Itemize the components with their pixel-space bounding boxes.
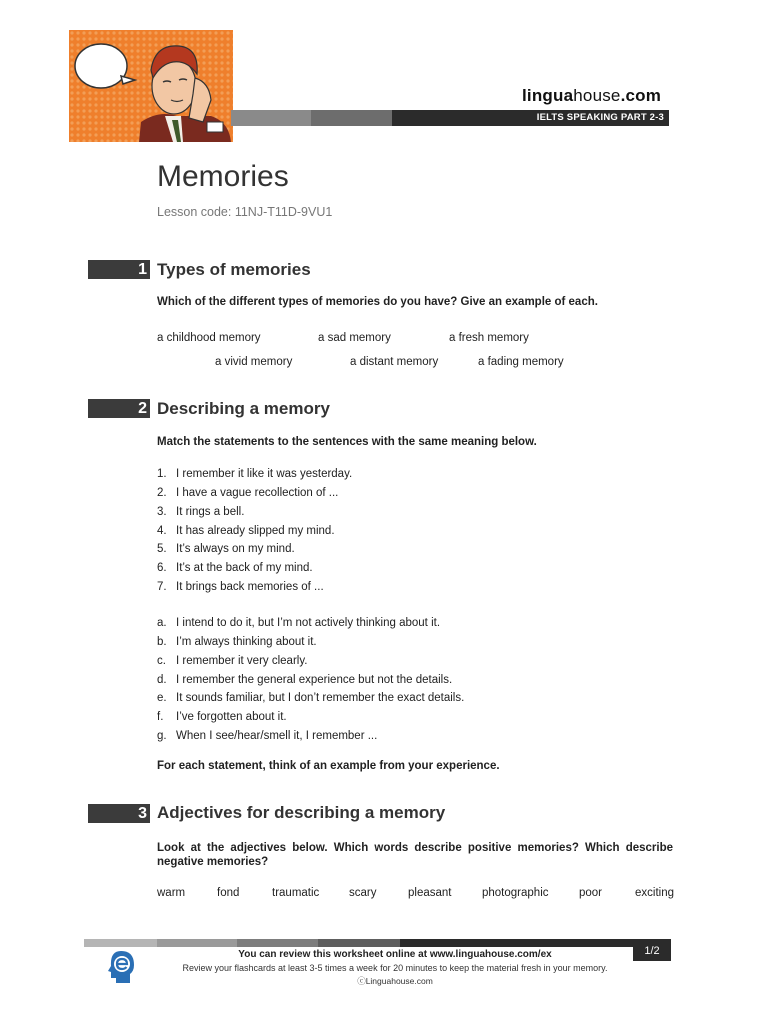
section-1-number: 1 bbox=[88, 260, 150, 279]
footer-bar-mid2 bbox=[237, 939, 318, 947]
list-item: 7. It brings back memories of ... bbox=[157, 581, 324, 594]
footer-bar-dark bbox=[400, 939, 671, 947]
footer-flashcards-note: Review your flashcards at least 3-5 times a week for 20 minutes to keep the material fresh in your memory. bbox=[182, 963, 608, 973]
header-bar-light bbox=[231, 110, 311, 126]
meanings-list bbox=[157, 614, 464, 746]
brand-bold: lingua bbox=[522, 86, 574, 105]
brand-logo bbox=[522, 86, 661, 106]
adjective: photographic bbox=[482, 887, 549, 899]
list-item: f. I’ve forgotten about it. bbox=[157, 711, 287, 724]
header-illustration bbox=[69, 30, 233, 142]
section-2-followup: For each statement, think of an example from your experience. bbox=[157, 760, 500, 772]
memory-type: a distant memory bbox=[350, 356, 439, 368]
memory-type: a fresh memory bbox=[449, 332, 529, 344]
list-item: c. I remember it very clearly. bbox=[157, 654, 308, 667]
adjective: scary bbox=[349, 887, 377, 899]
list-item: e. It sounds familiar, but I don’t remember the exact details. bbox=[157, 692, 465, 705]
adjective: traumatic bbox=[272, 887, 320, 899]
list-item: 4. It has already slipped my mind. bbox=[157, 524, 335, 537]
adjective: pleasant bbox=[408, 887, 452, 899]
brand-suffix: .com bbox=[620, 86, 662, 105]
memory-type: a sad memory bbox=[318, 332, 391, 344]
list-item: a. I intend to do it, but I’m not actively thinking about it. bbox=[157, 617, 441, 629]
footer-review-link: You can review this worksheet online at www.linguahouse.com/ex bbox=[238, 949, 552, 960]
section-3-title: Adjectives for describing a memory bbox=[157, 803, 446, 822]
section-2-title: Describing a memory bbox=[157, 399, 330, 418]
list-item: 5. It’s always on my mind. bbox=[157, 543, 295, 556]
section-2-instruction: Match the statements to the sentences with the same meaning below. bbox=[157, 436, 537, 448]
memory-type: a childhood memory bbox=[157, 332, 261, 344]
adjective: fond bbox=[217, 887, 240, 899]
section-3-number: 3 bbox=[88, 804, 150, 823]
linguahouse-head-icon bbox=[106, 949, 136, 985]
footer-copyright: ⓒLinguahouse.com bbox=[357, 976, 433, 986]
section-2-number: 2 bbox=[88, 399, 150, 418]
list-item: 1. I remember it like it was yesterday. bbox=[157, 468, 353, 480]
statements-list bbox=[157, 465, 352, 597]
list-item: 3. It rings a bell. bbox=[157, 505, 245, 518]
adjective: poor bbox=[579, 887, 603, 899]
list-item: g. When I see/hear/smell it, I remember ... bbox=[157, 730, 378, 743]
part-label: IELTS SPEAKING PART 2-3 bbox=[536, 112, 664, 123]
page-title: Memories bbox=[157, 160, 289, 193]
footer-bar-mid1 bbox=[157, 939, 237, 947]
footer-bar-light bbox=[84, 939, 157, 947]
brand-thin: house bbox=[573, 86, 621, 105]
list-item: d. I remember the general experience but not the details. bbox=[157, 673, 453, 686]
footer-bar-mid3 bbox=[318, 939, 400, 947]
section-1-instruction: Which of the different types of memories do you have? Give an example of each. bbox=[157, 296, 598, 308]
list-item: 6. It’s at the back of my mind. bbox=[157, 562, 313, 575]
section-3-instruction: Look at the adjectives below. Which words describe positive memories? Which describe negative memories? bbox=[157, 842, 673, 868]
memory-type: a vivid memory bbox=[215, 356, 293, 368]
section-1-title: Types of memories bbox=[157, 260, 311, 279]
list-item: b. I’m always thinking about it. bbox=[157, 635, 317, 648]
lesson-code: Lesson code: 11NJ-T11D-9VU1 bbox=[157, 205, 333, 219]
page-number: 1/2 bbox=[633, 941, 671, 961]
list-item: 2. I have a vague recollection of ... bbox=[157, 486, 339, 499]
adjective: exciting bbox=[635, 887, 674, 899]
memory-type: a fading memory bbox=[478, 356, 564, 368]
adjective: warm bbox=[157, 887, 186, 899]
header-bar-mid bbox=[311, 110, 392, 126]
